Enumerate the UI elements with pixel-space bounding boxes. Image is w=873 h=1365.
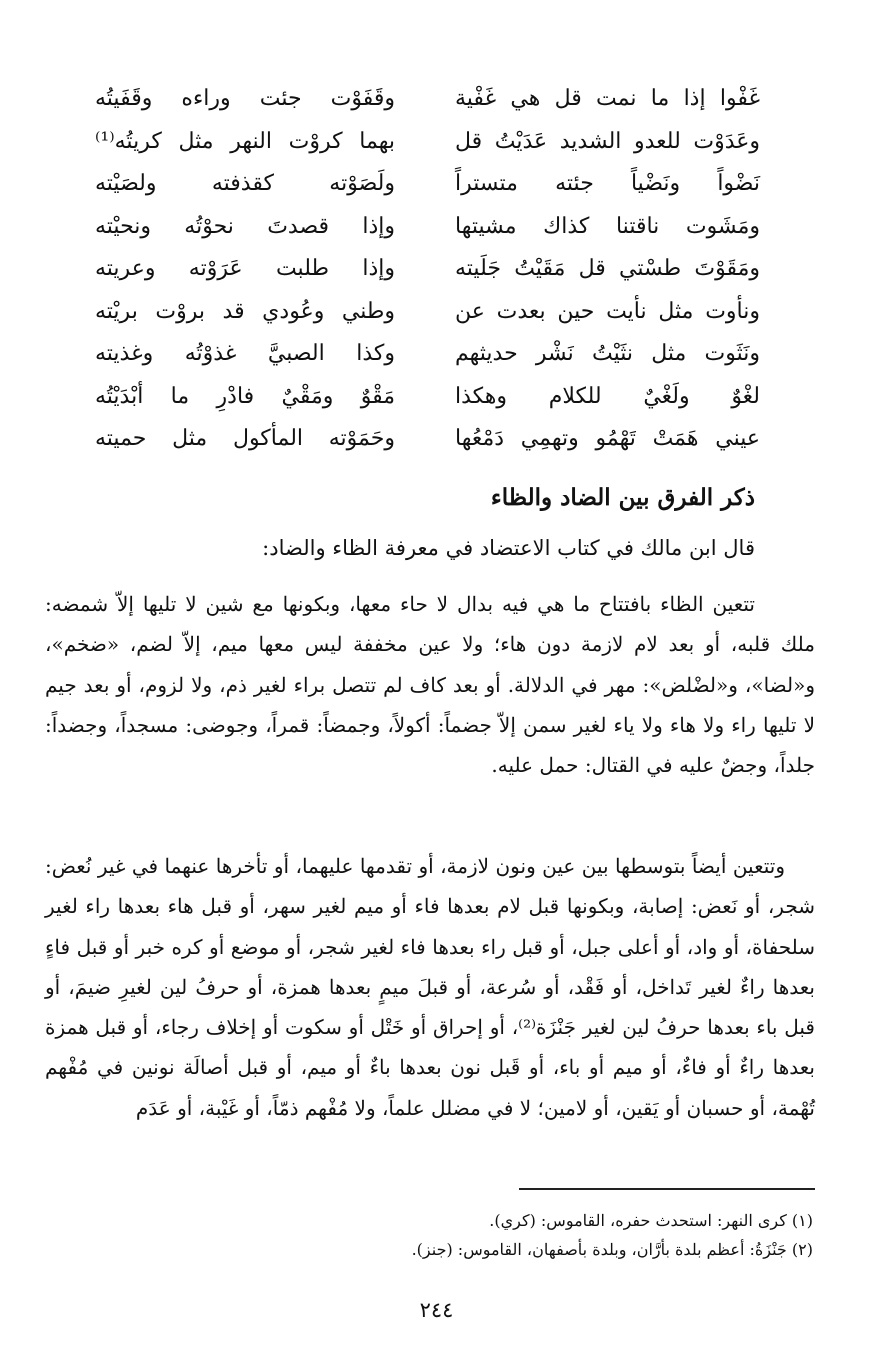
body-paragraph: تتعين الظاء بافتتاح ما هي فيه بدال لا حاء معها، وبكونها مع شين لا تليها إلاّ شمضه: ملك قلبه، أو بعد لام لازمة دون هاء؛ ولا عين مخففة ليس معها ميم، إلاّ لضم، «ضخم»، و«لضا»، و«لضْلض»: مهر في الدلالة. أو بعد كاف لم تتصل براء لغير ذم، ولا لزوم، أو بعد جيم لا تليها راء ولا هاء ولا ياء لغير سمن إلاّ جضماً: أكولاً، وجمضاً: قمراً، وجوضى: مسجداً، وجضداً: جلداً، وجضٌ عليه في القتال: حمل عليه.	[45, 592, 816, 778]
verse	[95, 376, 760, 419]
verse-second-hemistich: وإذا طلبت عَرَوْته وعريته	[95, 256, 395, 282]
section-heading: ذكر الفرق بين الضاد والظاء	[490, 484, 755, 511]
intro-line: قال ابن مالك في كتاب الاعتضاد في معرفة الظاء والضاد:	[262, 536, 755, 560]
verse-first-hemistich: ومَشَوت ناقتنا كذاك مشيتها	[455, 213, 760, 239]
verse	[95, 291, 760, 334]
verse-second-hemistich: وحَمَوْته المأكول مثل حميته	[95, 426, 395, 452]
verse-first-hemistich: وعَدَوْت للعدو الشديد عَدَيْتُ قل	[455, 128, 760, 154]
verse-second-hemistich: وإذا قصدتَ نحوْتُه ونحيْته	[95, 213, 395, 239]
verse-first-hemistich: غَفْوا إذا ما نمت قل هي غَفْية	[455, 86, 760, 112]
verse	[95, 418, 760, 461]
poem	[95, 78, 760, 461]
verse-first-hemistich: لغْوٌ ولَغْيٌ للكلام وهكذا	[455, 383, 760, 409]
verse-first-hemistich: ونَثَوت مثل نثَيْتُ نَشْر حديثهم	[455, 341, 760, 367]
verse	[95, 121, 760, 164]
footnote: (٢) جَنْزَةُ: أعظم بلدة بأرَّان، وبلدة بأصفهان، القاموس: (جنز).	[411, 1240, 813, 1259]
verse-second-hemistich: وقَفَوْت جئت وراءه وقَفَيتُه	[95, 86, 395, 112]
verse-first-hemistich: عيني هَمَتْ تَهْمُو وتهمِي دَمْعُها	[455, 426, 760, 452]
verse	[95, 248, 760, 291]
verse	[95, 333, 760, 376]
body-paragraph: وتتعين أيضاً بتوسطها بين عين ونون لازمة، أو تقدمها عليهما، أو تأخرها عنهما في غير نُعض: شجر، أو نَعض: إصابة، وبكونها قبل لام بعدها فاء أو ميم لغير سهر، أو قبل هاء بعدها راء لغير سلحفاة، أو واد، أو أعلى جبل، أو قبل راء بعدها فاء لغير شجر، أو موضع أو كره خبر أو قبل فاءٍ بعدها راءٌ لغير تَداخل، أو فَقْد، أو سُرعة، أو قبلَ ميمٍ بعدها همزة، أو حرفُ لين لغيرِ ضيمَ، أو قبل باء بعدها حرفُ لين لغير جَنْزَة⁽²⁾، أو إحراق أو خَتْل أو سكوت أو إخلاف رجاء، أو قبل همزة بعدها راءٌ أو فاءٌ، أو ميم أو باء، أو قَبل نون بعدها باءٌ أو ميم، أو قبل أصالَة نونين في مُفْهم تُهْمة، أو حسبان أو يَقين، أو لامين؛ لا في مضلل علماً، ولا مُفْهم ذمّاً، أو غَيْبة، أو عَدَم	[45, 854, 815, 1120]
footnote: (١) كرى النهر: استحدث حفره، القاموس: (كري).	[489, 1211, 813, 1230]
verse-second-hemistich: وكذا الصبيَّ غذوْتُه وغذيته	[95, 341, 395, 367]
verse-first-hemistich: نَضْواً ونَضْياً جئته متستراً	[455, 171, 760, 197]
verse	[95, 163, 760, 206]
verse	[95, 206, 760, 249]
verse-second-hemistich: مَقْوٌ ومَقْيٌ فادْرِ ما أبْدَيْتُه	[95, 383, 395, 409]
page-number: ٢٤٤	[419, 1298, 454, 1322]
verse-second-hemistich: وطني وعُودي قد بروْت بريْته	[95, 298, 395, 324]
verse-second-hemistich: ولَصَوْته كقذفته ولصَيْته	[95, 171, 395, 197]
verse-second-hemistich: بهما كروْت النهر مثل كريتُه⁽¹⁾	[95, 128, 395, 154]
verse-first-hemistich: ومَقَوْتَ طسْتي قل مَقَيْتُ جَلَيته	[455, 256, 760, 282]
verse	[95, 78, 760, 121]
footnote-divider	[519, 1188, 815, 1190]
verse-first-hemistich: ونأوت مثل نأيت حين بعدت عن	[455, 298, 760, 324]
footnotes	[412, 1206, 813, 1264]
